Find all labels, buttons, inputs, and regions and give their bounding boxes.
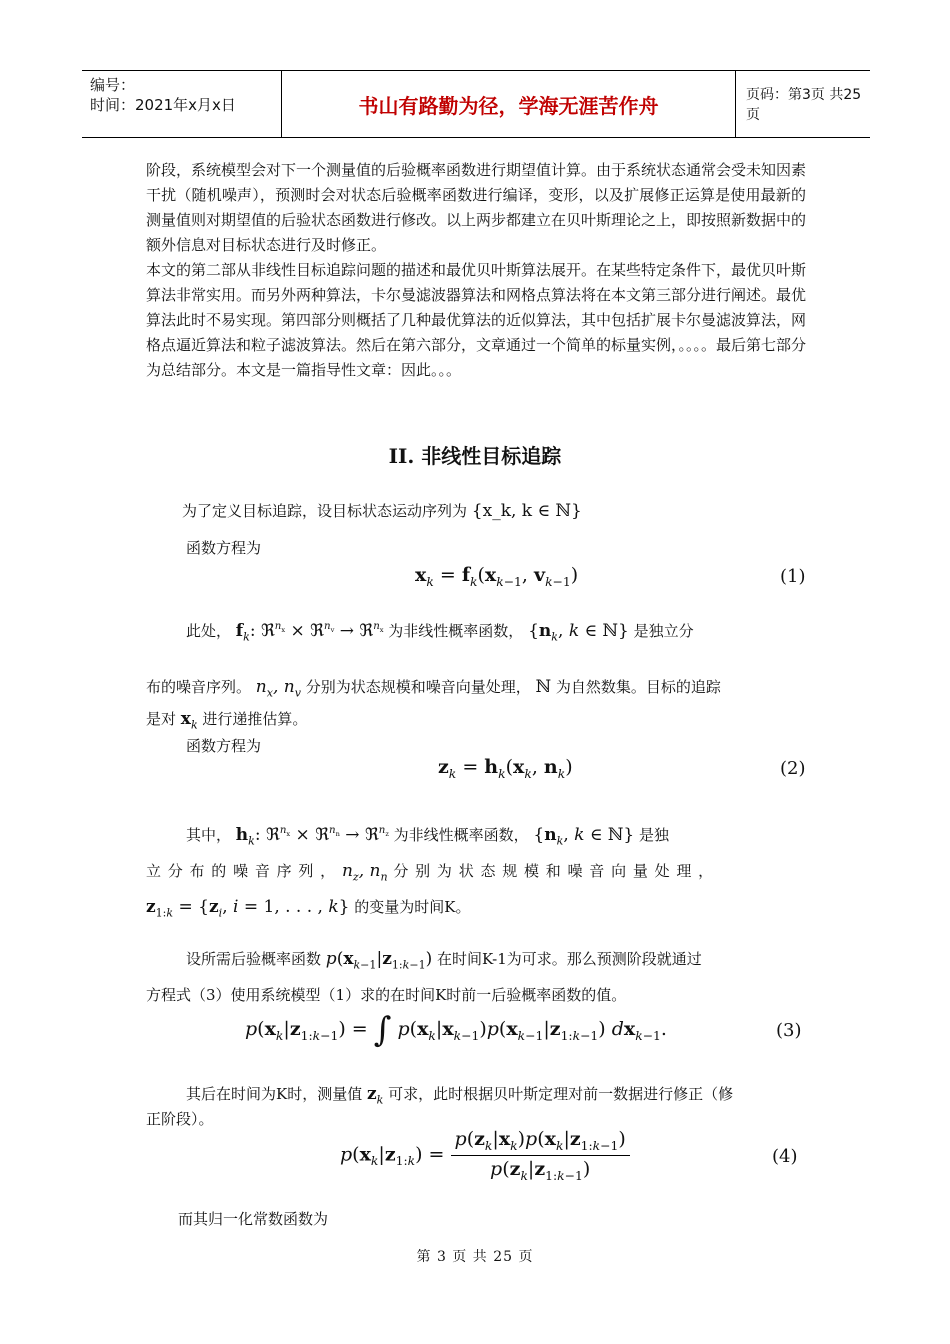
transition-mapping-formula: $f_k$: ℜ$^{n_x}$ × ℜ$^{n_v}$ → ℜ$^{n_x}$ bbox=[235, 621, 384, 644]
measurement-symbol: $z_k$ bbox=[367, 1084, 384, 1107]
equation-3-number: (3) bbox=[776, 1020, 802, 1041]
equation-1-number: (1) bbox=[780, 566, 806, 587]
transition-lead: 此处， bbox=[186, 622, 232, 640]
state-sequence-text: 为了定义目标追踪，设目标状态运动序列为 bbox=[182, 502, 468, 520]
measurement-noise-lead: 立 分 布 的 噪 音 序 列 ， bbox=[146, 862, 337, 880]
equation-1: $x_k = f_k(x_{k-1}$, $v_{k-1}$) bbox=[415, 564, 579, 589]
recursive-estimate-sentence bbox=[146, 708, 307, 731]
noise-dimension-lead: 布的噪音序列。 bbox=[146, 678, 252, 696]
measurement-set-sentence bbox=[146, 896, 471, 919]
intro-paragraph: 阶段，系统模型会对下一个测量值的后验概率函数进行期望值计算。由于系统状态通常会受未知因素干扰（随机噪声），预测时会对状态后验概率函数进行编译，变形，以及扩展修正运算是使用最新的测量值则对期望值的后验状态函数进行修改。以上两步都建立在贝叶斯理论之上，即按照新数据中的额外信息对目标状态进行及时修正。 bbox=[146, 161, 807, 254]
header-motto: 书山有路勤为径，学海无涯苦作舟 bbox=[282, 71, 736, 137]
prior-density-tail: 在时间K-1为可求。那么预测阶段就通过 bbox=[437, 950, 702, 968]
document-number-label: 编号： bbox=[90, 76, 136, 94]
update-step-continuation: 正阶段）。 bbox=[146, 1110, 214, 1128]
measurement-mapping-formula: $h_k$: ℜ$^{n_x}$ × ℜ$^{n_n}$ → ℜ$^{n_z}$ bbox=[235, 825, 389, 848]
prior-density-formula: $p(x_{k-1}|z_{1:k-1})$ bbox=[325, 949, 433, 972]
function-equation-label-2: 函数方程为 bbox=[186, 737, 262, 755]
page-footer: 第 3 页 共 25 页 bbox=[416, 1249, 534, 1265]
equation-2: $z_k = h_k(x_k$, $n_k$) bbox=[438, 756, 573, 781]
measurement-set-formula: $z_{1:k} = \{z_i$, i = 1, . . . , k} bbox=[146, 897, 350, 920]
noise-dimension-tail: 为自然数集。目标的追踪 bbox=[555, 678, 721, 696]
transition-function-sentence bbox=[186, 620, 694, 643]
overview-paragraph: 本文的第二部从非线性目标追踪问题的描述和最优贝叶斯算法展开。在某些特定条件下，最优贝叶斯算法非常实用。而另外两种算法，卡尔曼滤波器算法和网格点算法将在本文第三部分进行阐述。最优算法此时不易实现。第四部分则概括了几种最优算法的近似算法，其中包括扩展卡尔曼滤波算法，网格点逼近算法和粒子滤波算法。然后在第六部分，文章通过一个简单的标量实例，。。。。最后第七部分为总结部分。本文是一篇指导性文章：因此。。。 bbox=[146, 261, 807, 379]
measurement-noise-tail: 分 别 为 状 态 规 模 和 噪 音 向 量 处 理 ， bbox=[393, 862, 715, 880]
measurement-tail: 是独 bbox=[638, 826, 669, 844]
noise-dimension-mid: 分别为状态规模和噪音向量处理， bbox=[305, 678, 531, 696]
normalizing-constant-sentence: 而其归一化常数函数为 bbox=[178, 1210, 329, 1228]
equation-4: $p(x_k|z_{1:k})$ = $\frac{p(z_k|x_k)p(x_k|z_{1:k-1})}{p(z_k|z_{1:k-1})}$ bbox=[340, 1128, 630, 1183]
update-step-sentence bbox=[186, 1083, 733, 1106]
equation-4-fraction: $\frac{p(z_k|x_k)p(x_k|z_{1:k-1})}{p(z_k|z_{1:k-1})}$ bbox=[451, 1128, 630, 1183]
header-meta-cell bbox=[82, 71, 282, 137]
section-title: II. 非线性目标追踪 bbox=[388, 444, 562, 468]
header-page-info: 页码：第3页 共25页 bbox=[746, 87, 862, 123]
state-symbol: $x_k$ bbox=[180, 709, 198, 732]
measurement-lead: 其中， bbox=[186, 826, 232, 844]
measurement-noise-formula: {$n_k$, k ∈ ℕ} bbox=[533, 825, 635, 848]
measurement-dimension-symbols: $n_z$, $n_n$ bbox=[341, 861, 388, 884]
transition-tail: 是独立分 bbox=[633, 622, 694, 640]
measurement-mid: 为非线性概率函数， bbox=[393, 826, 529, 844]
transition-mid: 为非线性概率函数， bbox=[388, 622, 524, 640]
measurement-set-tail: 的变量为时间K。 bbox=[354, 898, 471, 916]
noise-sequence-formula: {$n_k$, k ∈ ℕ} bbox=[528, 621, 629, 644]
update-step-tail: 可求，此时根据贝叶斯定理对前一数据进行修正（修 bbox=[388, 1085, 734, 1103]
recursive-tail: 进行递推估算。 bbox=[202, 710, 308, 728]
function-equation-label-1: 函数方程为 bbox=[186, 539, 262, 557]
prior-density-sentence bbox=[186, 948, 702, 971]
equation-3: $p(x_k|z_{1:k-1})$ = ∫ $p(x_k|x_{k-1})p(x_{k-1}|z_{1:k-1})$ $dx_{k-1}$. bbox=[245, 1010, 667, 1050]
recursive-lead: 是对 bbox=[146, 710, 177, 728]
prediction-step-sentence: 方程式（3）使用系统模型（1）求的在时间K时前一后验概率函数的值。 bbox=[146, 986, 627, 1004]
state-sequence-formula: {x_k, k ∈ ℕ} bbox=[471, 501, 582, 521]
dimension-symbols: $n_x$, $n_v$ bbox=[255, 677, 301, 700]
state-sequence-sentence bbox=[182, 500, 582, 521]
measurement-noise-sentence bbox=[146, 860, 714, 883]
equation-2-number: (2) bbox=[780, 758, 806, 779]
prior-density-lead: 设所需后验概率函数 bbox=[186, 950, 322, 968]
measurement-function-sentence bbox=[186, 824, 669, 847]
natural-numbers-symbol: ℕ bbox=[535, 677, 552, 697]
equation-4-number: (4) bbox=[772, 1146, 798, 1167]
header-table bbox=[82, 70, 870, 138]
noise-dimension-sentence bbox=[146, 676, 721, 699]
document-date-label: 时间：2021年x月x日 bbox=[90, 96, 236, 114]
update-step-lead: 其后在时间为K时，测量值 bbox=[186, 1085, 363, 1103]
